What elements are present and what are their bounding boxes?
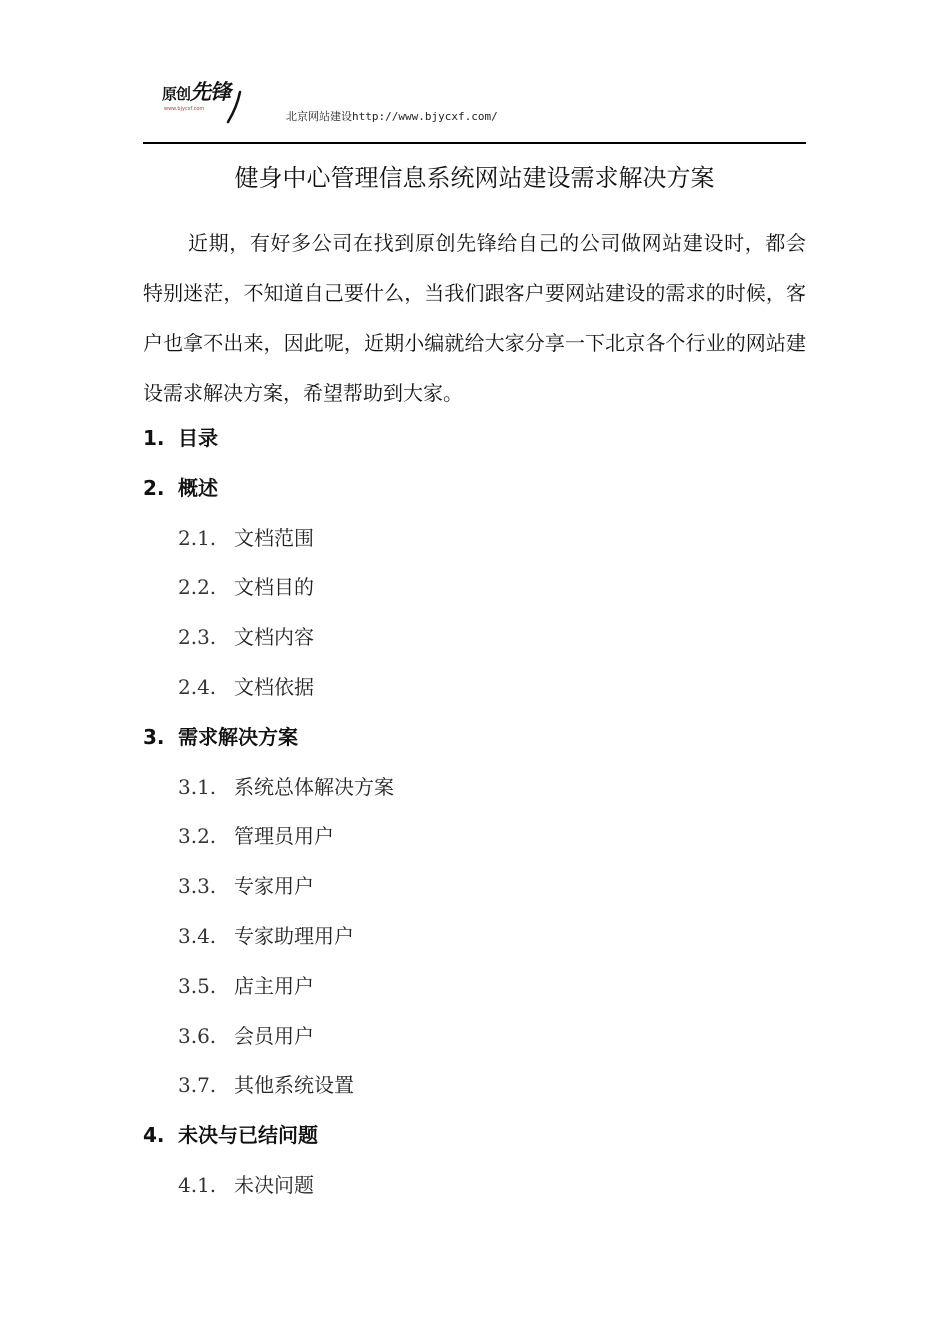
outline-label: 未决问题 <box>234 1172 314 1197</box>
outline-label: 文档内容 <box>234 625 314 650</box>
outline-subsection <box>143 962 806 1012</box>
logo-url: www.bjycxf.com <box>164 106 205 112</box>
page-header <box>160 68 810 128</box>
logo-brush-stroke-icon <box>222 90 252 124</box>
outline-number: 3.2. <box>178 824 217 849</box>
logo <box>160 68 256 124</box>
outline-label: 专家助理用户 <box>234 923 354 948</box>
outline-subsection <box>143 862 806 912</box>
outline-subsection <box>143 514 806 564</box>
outline-section <box>143 464 806 514</box>
outline-number: 3.3. <box>178 874 217 899</box>
outline-label: 店主用户 <box>234 973 314 998</box>
outline-number: 2.4. <box>178 674 217 699</box>
outline-number: 3.1. <box>178 774 217 799</box>
outline-subsection <box>143 763 806 813</box>
outline-label: 系统总体解决方案 <box>234 774 394 799</box>
outline-number: 2.3. <box>178 625 217 650</box>
outline-subsection <box>143 563 806 613</box>
outline-label: 概述 <box>178 475 218 500</box>
site-link[interactable]: 北京网站建设http://www.bjycxf.com/ <box>286 110 498 123</box>
outline-subsection <box>143 1012 806 1062</box>
outline-section <box>143 713 806 763</box>
outline-number: 3.7. <box>178 1073 217 1098</box>
outline-label: 需求解决方案 <box>178 724 298 749</box>
outline-label: 文档目的 <box>234 575 314 600</box>
outline-label: 目录 <box>178 426 218 450</box>
outline-subsection <box>143 1161 806 1211</box>
document-title: 健身中心管理信息系统网站建设需求解决方案 <box>234 164 715 192</box>
outline-label: 其他系统设置 <box>234 1073 354 1098</box>
outline-subsection <box>143 613 806 663</box>
outline-label: 未决与已结问题 <box>178 1123 318 1148</box>
outline-number: 3.5. <box>178 973 217 998</box>
header-divider <box>143 142 806 144</box>
outline-label: 文档依据 <box>234 674 314 699</box>
outline-subsection <box>143 812 806 862</box>
outline-number: 1. <box>143 426 165 450</box>
outline-number: 2. <box>143 475 165 500</box>
outline-number: 3.4. <box>178 923 217 948</box>
outline-label: 会员用户 <box>234 1023 314 1048</box>
outline-label: 专家用户 <box>234 874 314 899</box>
outline-number: 4. <box>143 1123 165 1148</box>
outline-number: 2.2. <box>178 575 217 600</box>
outline-number: 3. <box>143 724 165 749</box>
outline-label: 文档范围 <box>234 525 314 550</box>
outline-label: 管理员用户 <box>234 824 334 849</box>
logo-text-brush: 先锋 <box>190 79 231 104</box>
intro-paragraph: 近期，有好多公司在找到原创先锋给自己的公司做网站建设时，都会特别迷茫，不知道自己要什么，当我们跟客户要网站建设的需求的时候，客户也拿不出来，因此呢，近期小编就给大家分享一下北京各个行业的网站建设需求解决方案，希望帮助到大家。 <box>143 231 806 405</box>
outline-number: 4.1. <box>178 1172 217 1197</box>
outline-subsection <box>143 912 806 962</box>
outline-number: 2.1. <box>178 525 217 550</box>
outline-section <box>143 414 806 464</box>
logo-text <box>162 76 230 106</box>
outline-section <box>143 1111 806 1161</box>
table-of-contents <box>143 414 806 1211</box>
logo-text-bold: 原创 <box>162 85 191 103</box>
outline-number: 3.6. <box>178 1023 217 1048</box>
outline-subsection <box>143 663 806 713</box>
outline-subsection <box>143 1061 806 1111</box>
